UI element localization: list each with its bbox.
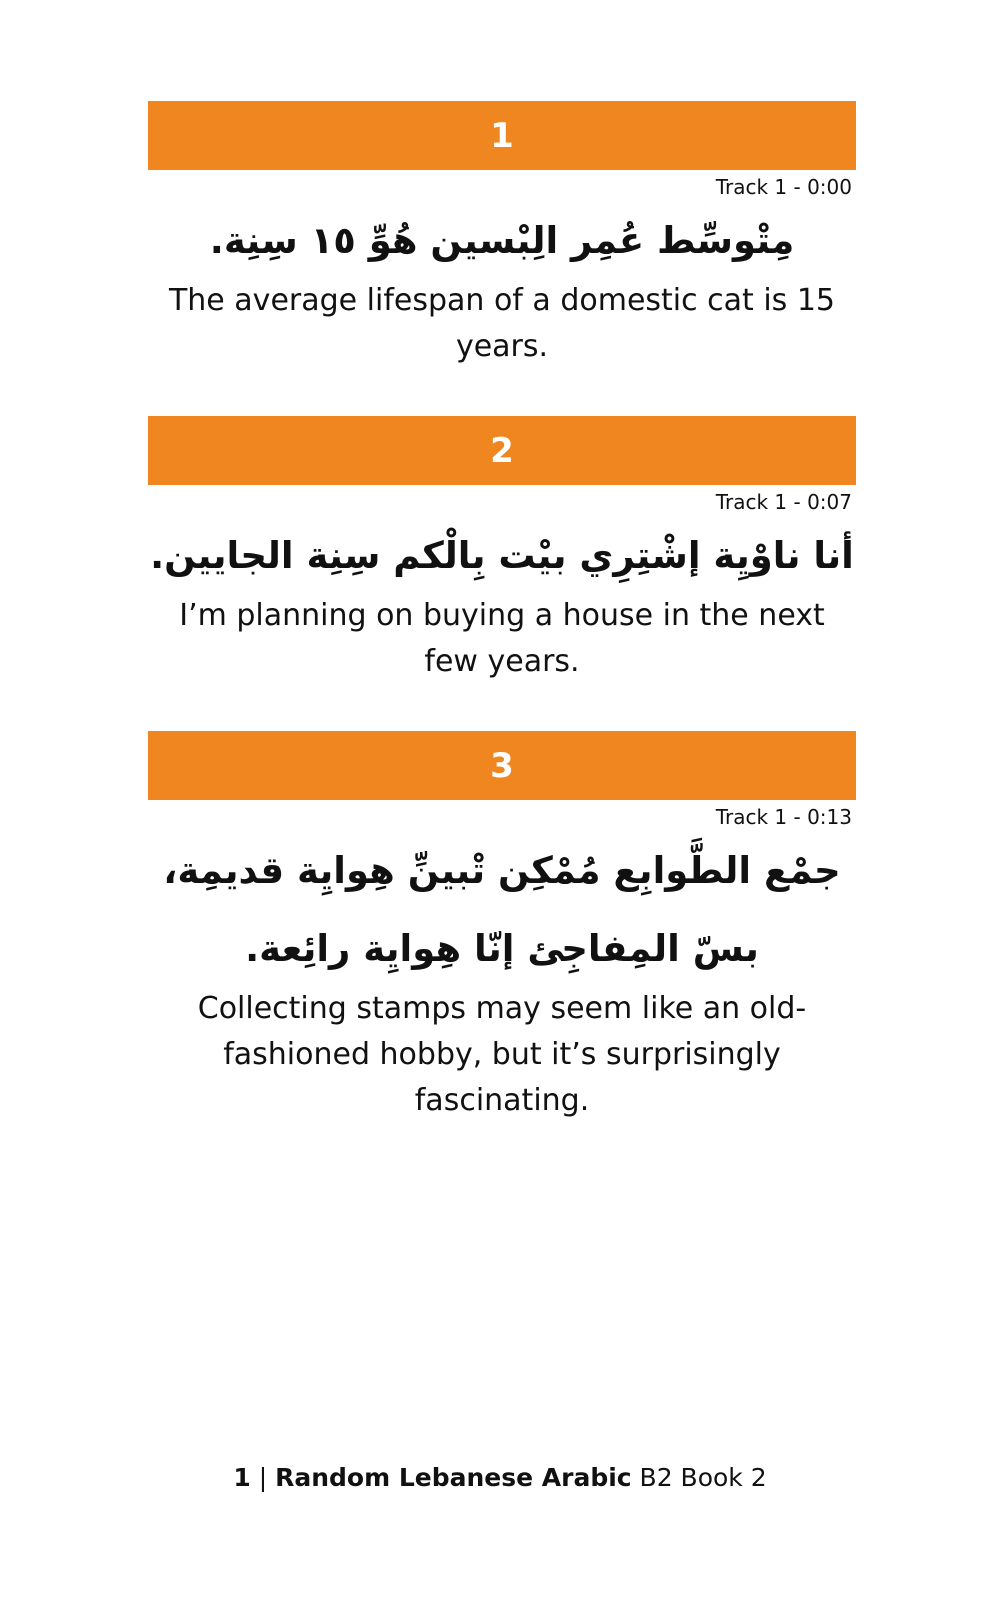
english-translation: I’m planning on buying a house in the next few years. [179, 598, 825, 679]
english-translation: The average lifespan of a domestic cat is 15 years. [168, 283, 836, 364]
arabic-sentence: جمْع الطَّوابِع مُمْكِن تْبينِّ هِوايِة قديمِة، بسّ المِفاجِئ إنّا هِوايِة رائِعة. [163, 849, 841, 970]
entry-1 [148, 101, 856, 370]
track-timestamp: Track 1 - 0:13 [715, 805, 852, 829]
book-title-level: B2 Book 2 [631, 1463, 767, 1492]
arabic-sentence: أنا ناوْيِة إشْتِرِي بيْت بِالْكم سِنِة الجايين. [150, 534, 854, 577]
entry-number-header [148, 416, 856, 485]
entry-3 [148, 731, 856, 1124]
page-number: 1 [233, 1463, 251, 1492]
entry-number: 2 [490, 430, 514, 471]
entry-number-header [148, 731, 856, 800]
english-translation: Collecting stamps may seem like an old-fashioned hobby, but it’s surprisingly fascinating. [197, 991, 807, 1118]
footer-separator: | [250, 1463, 276, 1492]
entry-number: 3 [490, 745, 514, 786]
book-title-bold: Random Lebanese Arabic [275, 1463, 632, 1492]
arabic-sentence: مِتْوسِّط عُمِر الِبْسين هُوِّ ١٥ سِنِة. [209, 219, 795, 262]
track-timestamp: Track 1 - 0:00 [715, 175, 852, 199]
entry-number-header [148, 101, 856, 170]
track-timestamp: Track 1 - 0:07 [715, 490, 852, 514]
page-footer [0, 1463, 1000, 1492]
entry-2 [148, 416, 856, 685]
entry-number: 1 [490, 115, 514, 156]
